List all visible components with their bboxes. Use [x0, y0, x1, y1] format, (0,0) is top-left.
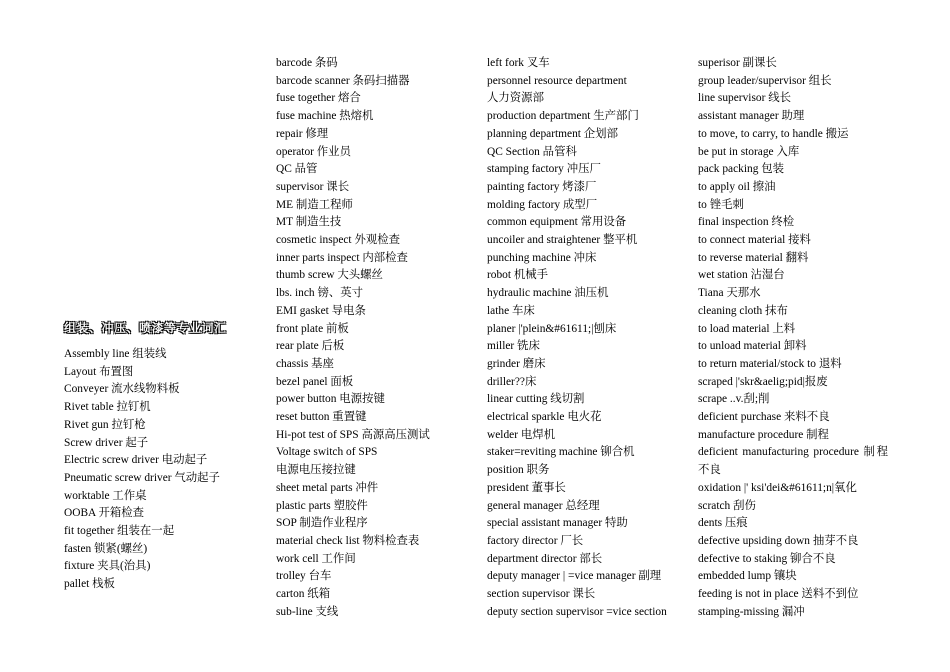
term-entry: pallet 栈板: [64, 578, 115, 591]
term-entry: scraped |'skr&aelig;pid|报废: [698, 375, 828, 388]
term-entry: Screw driver 起子: [64, 436, 149, 449]
term-list: [276, 55, 476, 622]
term-entry: ME 制造工程师: [276, 198, 353, 211]
term-entry: fit together 组装在一起: [64, 525, 175, 538]
term-entry: robot 机械手: [487, 269, 549, 282]
term-entry: Voltage switch of SPS: [276, 446, 378, 459]
term-entry: to move, to carry, to handle 搬运: [698, 127, 849, 140]
term-entry: general manager 总经理: [487, 499, 600, 512]
term-entry: repair 修理: [276, 127, 329, 140]
term-entry: cosmetic inspect 外观检查: [276, 234, 401, 247]
term-entry: scrape ..v.刮;削: [698, 393, 770, 406]
term-entry: oxidation |' ksi'dei&#61611;n|氧化: [698, 481, 857, 494]
term-entry: to return material/stock to 退料: [698, 357, 842, 370]
term-entry: chassis 基座: [276, 357, 334, 370]
term-entry: stamping factory 冲压厂: [487, 163, 601, 176]
term-entry: SOP 制造作业程序: [276, 517, 368, 530]
term-entry: section supervisor 课长: [487, 588, 596, 601]
term-entry: sheet metal parts 冲件: [276, 481, 379, 494]
term-entry: personnel resource department: [487, 74, 627, 87]
term-entry: feeding is not in place 送料不到位: [698, 588, 859, 601]
term-entry: painting factory 烤漆厂: [487, 180, 597, 193]
term-entry: superisor 副课长: [698, 57, 777, 69]
term-entry: president 董事长: [487, 481, 566, 494]
term-entry: trolley 台车: [276, 570, 332, 583]
term-entry: material check list 物料检查表: [276, 534, 420, 547]
term-entry: uncoiler and straightener 整平机: [487, 234, 638, 247]
term-entry: deficient purchase 来料不良: [698, 411, 830, 424]
term-entry: factory director 厂长: [487, 534, 584, 547]
term-entry: electrical sparkle 电火花: [487, 411, 602, 424]
term-entry: Tiana 天那水: [698, 287, 761, 300]
term-entry: plastic parts 塑胶件: [276, 499, 368, 512]
term-entry: to apply oil 擦油: [698, 180, 776, 193]
term-entry: OOBA 开箱检查: [64, 507, 145, 520]
term-entry: Hi-pot test of SPS 高源高压测试: [276, 428, 430, 441]
term-entry: QC 品管: [276, 163, 318, 176]
term-entry: cleaning cloth 抹布: [698, 304, 788, 317]
term-entry: to load material 上料: [698, 322, 796, 335]
term-entry: reset button 重置键: [276, 411, 367, 424]
term-entry: to unload material 卸料: [698, 340, 807, 353]
term-entry: to connect material 接料: [698, 234, 811, 247]
column-2: [276, 55, 476, 622]
term-entry: hydraulic machine 油压机: [487, 287, 609, 300]
term-entry: supervisor 课长: [276, 180, 350, 193]
term-entry: bezel panel 面板: [276, 375, 354, 388]
term-entry: final inspection 终检: [698, 216, 795, 229]
term-entry: EMI gasket 导电条: [276, 304, 366, 317]
term-list: [698, 55, 888, 622]
term-entry: barcode scanner 条码扫描器: [276, 74, 410, 87]
term-entry: line supervisor 线长: [698, 92, 792, 105]
term-entry: defective upsiding down 抽芽不良: [698, 534, 859, 547]
term-entry: staker=reviting machine 铆合机: [487, 446, 635, 459]
term-entry: Rivet table 拉钉机: [64, 401, 151, 414]
term-entry: rear plate 后板: [276, 340, 345, 353]
term-entry: carton 纸箱: [276, 588, 331, 601]
column-1: [64, 318, 227, 594]
term-list: [487, 55, 687, 622]
term-entry: fuse together 熔合: [276, 92, 361, 105]
term-entry: left fork 叉车: [487, 57, 550, 69]
term-entry: deputy manager | =vice manager 副理: [487, 570, 662, 583]
term-entry: fasten 锁紧(螺丝): [64, 542, 148, 555]
term-entry: dents 压痕: [698, 517, 748, 530]
term-entry: Electric screw driver 电动起子: [64, 454, 208, 467]
term-entry: pack packing 包装: [698, 163, 785, 176]
term-entry: driller??床: [487, 375, 537, 388]
term-entry: fixture 夹具(治具): [64, 560, 151, 573]
term-entry: molding factory 成型厂: [487, 198, 598, 211]
term-entry: punching machine 冲床: [487, 251, 597, 264]
term-entry: barcode 条码: [276, 57, 338, 69]
term-entry: operator 作业员: [276, 145, 351, 158]
term-entry: stamping-missing 漏冲: [698, 605, 805, 618]
term-entry: inner parts inspect 内部检查: [276, 251, 408, 264]
term-entry: work cell 工作间: [276, 552, 356, 565]
term-entry: group leader/supervisor 组长: [698, 74, 832, 87]
term-entry: embedded lump 镶块: [698, 570, 797, 583]
term-entry: common equipment 常用设备: [487, 216, 627, 229]
term-entry: to 锉毛刺: [698, 198, 744, 211]
term-entry: power button 电源按键: [276, 393, 385, 406]
term-entry: manufacture procedure 制程: [698, 428, 829, 441]
term-entry: 人力资源部: [487, 92, 544, 105]
term-entry: deficient manufacturing procedure 制程不良: [698, 446, 888, 477]
term-entry: planer |'plein&#61611;|刨床: [487, 322, 617, 335]
term-entry: production department 生产部门: [487, 110, 639, 123]
term-entry: lathe 车床: [487, 304, 535, 317]
term-entry: department director 部长: [487, 552, 603, 565]
term-list: [64, 346, 227, 594]
term-entry: special assistant manager 特助: [487, 517, 628, 530]
term-entry: grinder 磨床: [487, 357, 546, 370]
column-3: [487, 55, 687, 622]
term-entry: MT 制造生技: [276, 216, 342, 229]
term-entry: Conveyer 流水线物料板: [64, 383, 180, 396]
term-entry: Layout 布置图: [64, 365, 134, 378]
term-entry: linear cutting 线切割: [487, 393, 585, 406]
term-entry: position 职务: [487, 464, 550, 477]
term-entry: lbs. inch 镑、英寸: [276, 287, 364, 300]
term-entry: to reverse material 翻料: [698, 251, 809, 264]
term-entry: 电源电压接拉键: [276, 464, 356, 477]
term-entry: fuse machine 热熔机: [276, 110, 374, 123]
column-4: [698, 55, 888, 622]
term-entry: sub-line 支线: [276, 605, 339, 618]
term-entry: worktable 工作桌: [64, 489, 147, 502]
term-entry: Pneumatic screw driver 气动起子: [64, 471, 220, 484]
term-entry: deputy section supervisor =vice section: [487, 605, 667, 618]
term-entry: miller 铣床: [487, 340, 540, 353]
term-entry: front plate 前板: [276, 322, 349, 335]
term-entry: QC Section 品管科: [487, 145, 577, 158]
term-entry: planning department 企划部: [487, 127, 618, 140]
term-entry: be put in storage 入库: [698, 145, 800, 158]
term-entry: assistant manager 助理: [698, 110, 805, 123]
term-entry: Assembly line 组装线: [64, 348, 167, 360]
section-heading: 组装、冲压、喷漆等专业词汇: [64, 321, 227, 335]
term-entry: welder 电焊机: [487, 428, 556, 441]
term-entry: scratch 刮伤: [698, 499, 756, 512]
term-entry: thumb screw 大头螺丝: [276, 269, 383, 282]
term-entry: wet station 沾湿台: [698, 269, 785, 282]
term-entry: defective to staking 铆合不良: [698, 552, 836, 565]
term-entry: Rivet gun 拉钉枪: [64, 418, 146, 431]
